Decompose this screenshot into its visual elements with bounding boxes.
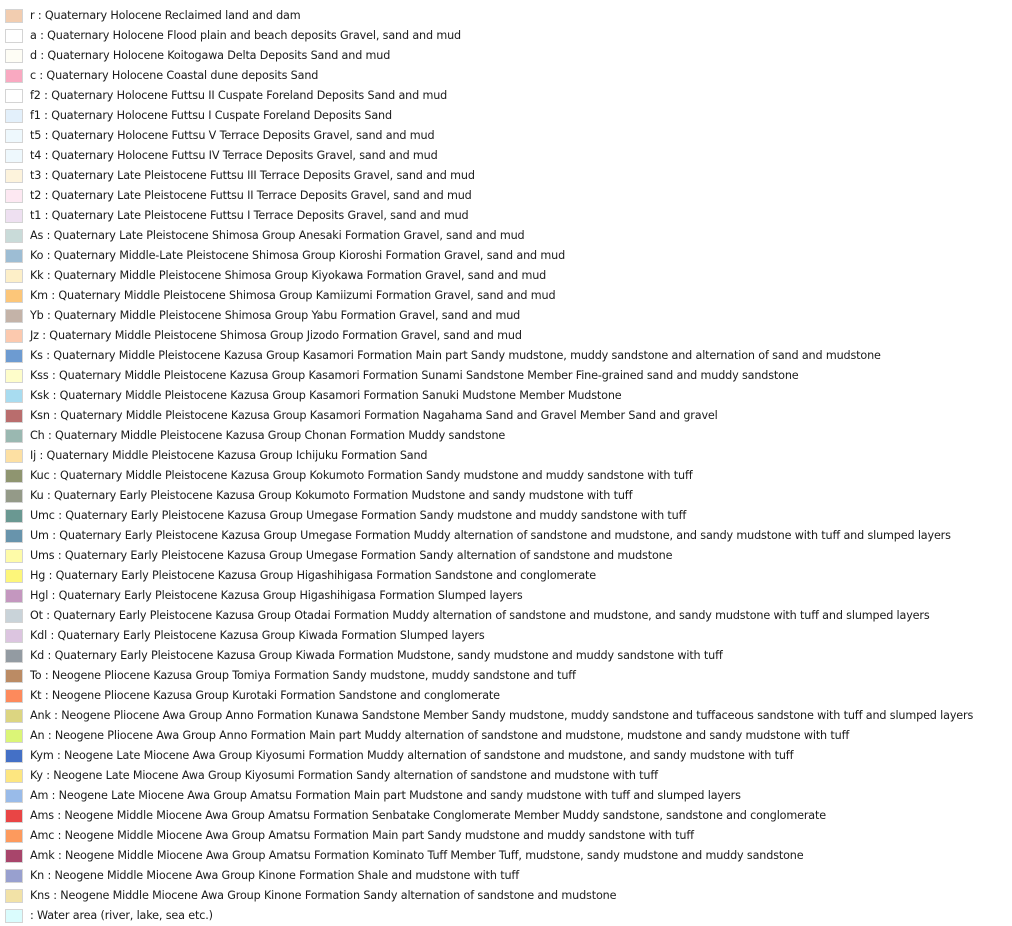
- legend-item-label: t1 : Quaternary Late Pleistocene Futtsu I Terrace Deposits Gravel, sand and mud: [30, 209, 469, 222]
- legend-item-label: Amk : Neogene Middle Miocene Awa Group Amatsu Formation Kominato Tuff Member Tuff, mudstone, sandy mudstone and muddy sandstone: [30, 849, 804, 862]
- color-swatch-icon: [5, 809, 23, 823]
- legend-item-um: [5, 526, 1012, 546]
- color-swatch-icon: [5, 329, 23, 343]
- color-swatch-icon: [5, 669, 23, 683]
- legend-item-umc: [5, 506, 1012, 526]
- legend-item-label: r : Quaternary Holocene Reclaimed land and dam: [30, 9, 301, 22]
- color-swatch-icon: [5, 169, 23, 183]
- color-swatch-icon: [5, 889, 23, 903]
- legend-item-label: Am : Neogene Late Miocene Awa Group Amatsu Formation Main part Mudstone and sandy mudstone with tuff and slumped layers: [30, 789, 741, 802]
- legend-item-kdl: [5, 626, 1012, 646]
- legend-item-r: [5, 6, 1012, 26]
- legend-item-ku: [5, 486, 1012, 506]
- legend-item-label: Kd : Quaternary Early Pleistocene Kazusa Group Kiwada Formation Mudstone, sandy mudstone and muddy sandstone with tuff: [30, 649, 723, 662]
- legend-item-label: Kn : Neogene Middle Miocene Awa Group Kinone Formation Shale and mudstone with tuff: [30, 869, 519, 882]
- legend-item-label: a : Quaternary Holocene Flood plain and beach deposits Gravel, sand and mud: [30, 29, 461, 42]
- legend-item-kd: [5, 646, 1012, 666]
- legend-item-kss: [5, 366, 1012, 386]
- color-swatch-icon: [5, 569, 23, 583]
- legend-item-label: Ky : Neogene Late Miocene Awa Group Kiyosumi Formation Sandy alternation of sandstone and mudstone with tuff: [30, 769, 658, 782]
- color-swatch-icon: [5, 489, 23, 503]
- legend-item-hgl: [5, 586, 1012, 606]
- legend-item-label: Jz : Quaternary Middle Pleistocene Shimosa Group Jizodo Formation Gravel, sand and mud: [30, 329, 522, 342]
- legend-item-label: Ch : Quaternary Middle Pleistocene Kazusa Group Chonan Formation Muddy sandstone: [30, 429, 506, 442]
- legend-item-label: Ot : Quaternary Early Pleistocene Kazusa Group Otadai Formation Muddy alternation of sandstone and mudstone, and sandy mudstone with tuff and slumped layers: [30, 609, 930, 622]
- color-swatch-icon: [5, 269, 23, 283]
- legend-item-kt: [5, 686, 1012, 706]
- legend-item-kym: [5, 746, 1012, 766]
- legend-item-ams: [5, 806, 1012, 826]
- legend-item-label: c : Quaternary Holocene Coastal dune deposits Sand: [30, 69, 319, 82]
- legend-item-jz: [5, 326, 1012, 346]
- color-swatch-icon: [5, 909, 23, 923]
- color-swatch-icon: [5, 549, 23, 563]
- legend-item-label: Kuc : Quaternary Middle Pleistocene Kazusa Group Kokumoto Formation Sandy mudstone and muddy sandstone with tuff: [30, 469, 693, 482]
- color-swatch-icon: [5, 349, 23, 363]
- color-swatch-icon: [5, 529, 23, 543]
- legend-item-kns: [5, 886, 1012, 906]
- legend-item-amk: [5, 846, 1012, 866]
- color-swatch-icon: [5, 69, 23, 83]
- legend-item-label: Ku : Quaternary Early Pleistocene Kazusa Group Kokumoto Formation Mudstone and sandy mudstone with tuff: [30, 489, 633, 502]
- legend-item-label: Amc : Neogene Middle Miocene Awa Group Amatsu Formation Main part Sandy mudstone and muddy sandstone with tuff: [30, 829, 694, 842]
- legend-item-yb: [5, 306, 1012, 326]
- color-swatch-icon: [5, 869, 23, 883]
- legend-item-label: Ank : Neogene Pliocene Awa Group Anno Formation Kunawa Sandstone Member Sandy mudstone, muddy sandstone and tuffaceous sandstone with tuff and slumped layers: [30, 709, 974, 722]
- legend-item-ksn: [5, 406, 1012, 426]
- legend-item-ums: [5, 546, 1012, 566]
- legend-item-label: As : Quaternary Late Pleistocene Shimosa Group Anesaki Formation Gravel, sand and mud: [30, 229, 525, 242]
- legend-item-label: Umc : Quaternary Early Pleistocene Kazusa Group Umegase Formation Sandy mudstone and muddy sandstone with tuff: [30, 509, 687, 522]
- color-swatch-icon: [5, 189, 23, 203]
- color-swatch-icon: [5, 9, 23, 23]
- color-swatch-icon: [5, 429, 23, 443]
- color-swatch-icon: [5, 409, 23, 423]
- legend-item-c: [5, 66, 1012, 86]
- legend-item-to: [5, 666, 1012, 686]
- legend-item-water: [5, 906, 1012, 926]
- color-swatch-icon: [5, 109, 23, 123]
- legend-item-label: t2 : Quaternary Late Pleistocene Futtsu II Terrace Deposits Gravel, sand and mud: [30, 189, 472, 202]
- legend-item-ks: [5, 346, 1012, 366]
- legend-item-ko: [5, 246, 1012, 266]
- legend-item-t5: [5, 126, 1012, 146]
- legend-item-label: Kdl : Quaternary Early Pleistocene Kazusa Group Kiwada Formation Slumped layers: [30, 629, 485, 642]
- color-swatch-icon: [5, 849, 23, 863]
- color-swatch-icon: [5, 389, 23, 403]
- color-swatch-icon: [5, 129, 23, 143]
- color-swatch-icon: [5, 749, 23, 763]
- legend-item-ky: [5, 766, 1012, 786]
- legend-item-label: t5 : Quaternary Holocene Futtsu V Terrace Deposits Gravel, sand and mud: [30, 129, 435, 142]
- color-swatch-icon: [5, 509, 23, 523]
- legend-item-as: [5, 226, 1012, 246]
- color-swatch-icon: [5, 629, 23, 643]
- legend-item-label: f2 : Quaternary Holocene Futtsu II Cuspate Foreland Deposits Sand and mud: [30, 89, 448, 102]
- legend-item-ch: [5, 426, 1012, 446]
- color-swatch-icon: [5, 449, 23, 463]
- legend-item-label: Ks : Quaternary Middle Pleistocene Kazusa Group Kasamori Formation Main part Sandy mudstone, muddy sandstone and alternation of sand and mudstone: [30, 349, 881, 362]
- color-swatch-icon: [5, 829, 23, 843]
- color-swatch-icon: [5, 49, 23, 63]
- legend-item-label: To : Neogene Pliocene Kazusa Group Tomiya Formation Sandy mudstone, muddy sandstone and tuff: [30, 669, 576, 682]
- legend-item-ksk: [5, 386, 1012, 406]
- color-swatch-icon: [5, 729, 23, 743]
- legend-item-f1: [5, 106, 1012, 126]
- legend-item-d: [5, 46, 1012, 66]
- color-swatch-icon: [5, 149, 23, 163]
- legend-item-label: Hg : Quaternary Early Pleistocene Kazusa Group Higashihigasa Formation Sandstone and conglomerate: [30, 569, 596, 582]
- legend-item-amc: [5, 826, 1012, 846]
- color-swatch-icon: [5, 689, 23, 703]
- legend-item-label: Kt : Neogene Pliocene Kazusa Group Kurotaki Formation Sandstone and conglomerate: [30, 689, 500, 702]
- color-swatch-icon: [5, 709, 23, 723]
- legend-item-label: Kss : Quaternary Middle Pleistocene Kazusa Group Kasamori Formation Sunami Sandstone Member Fine-grained sand and muddy sandstone: [30, 369, 799, 382]
- legend-item-label: Ksk : Quaternary Middle Pleistocene Kazusa Group Kasamori Formation Sanuki Mudstone Member Mudstone: [30, 389, 622, 402]
- legend-item-label: Hgl : Quaternary Early Pleistocene Kazusa Group Higashihigasa Formation Slumped layers: [30, 589, 523, 602]
- color-swatch-icon: [5, 369, 23, 383]
- legend-item-km: [5, 286, 1012, 306]
- color-swatch-icon: [5, 249, 23, 263]
- color-swatch-icon: [5, 609, 23, 623]
- legend-item-label: Ko : Quaternary Middle-Late Pleistocene Shimosa Group Kioroshi Formation Gravel, sand and mud: [30, 249, 566, 262]
- legend-item-kk: [5, 266, 1012, 286]
- color-swatch-icon: [5, 209, 23, 223]
- legend-item-label: Kns : Neogene Middle Miocene Awa Group Kinone Formation Sandy alternation of sandstone and mudstone: [30, 889, 617, 902]
- color-swatch-icon: [5, 789, 23, 803]
- legend-item-kuc: [5, 466, 1012, 486]
- legend-item-label: Ij : Quaternary Middle Pleistocene Kazusa Group Ichijuku Formation Sand: [30, 449, 428, 462]
- legend-item-label: t4 : Quaternary Holocene Futtsu IV Terrace Deposits Gravel, sand and mud: [30, 149, 438, 162]
- legend-item-label: Yb : Quaternary Middle Pleistocene Shimosa Group Yabu Formation Gravel, sand and mud: [30, 309, 521, 322]
- legend-item-label: Kk : Quaternary Middle Pleistocene Shimosa Group Kiyokawa Formation Gravel, sand and mud: [30, 269, 547, 282]
- legend-item-a: [5, 26, 1012, 46]
- color-swatch-icon: [5, 309, 23, 323]
- legend-item-label: Um : Quaternary Early Pleistocene Kazusa Group Umegase Formation Muddy alternation of sandstone and mudstone, and sandy mudstone with tuff and slumped layers: [30, 529, 951, 542]
- legend-item-label: Kym : Neogene Late Miocene Awa Group Kiyosumi Formation Muddy alternation of sandstone and mudstone, and sandy mudstone with tuff: [30, 749, 794, 762]
- color-swatch-icon: [5, 89, 23, 103]
- legend-item-label: An : Neogene Pliocene Awa Group Anno Formation Main part Muddy alternation of sandstone and mudstone, mudstone and sandy mudstone with tuff: [30, 729, 850, 742]
- color-swatch-icon: [5, 29, 23, 43]
- color-swatch-icon: [5, 649, 23, 663]
- color-swatch-icon: [5, 229, 23, 243]
- color-swatch-icon: [5, 289, 23, 303]
- legend-item-am: [5, 786, 1012, 806]
- color-swatch-icon: [5, 469, 23, 483]
- legend-item-t1: [5, 206, 1012, 226]
- legend-item-label: Ams : Neogene Middle Miocene Awa Group Amatsu Formation Senbatake Conglomerate Member Muddy sandstone, sandstone and conglomerate: [30, 809, 826, 822]
- legend-item-t3: [5, 166, 1012, 186]
- color-swatch-icon: [5, 769, 23, 783]
- legend-item-ot: [5, 606, 1012, 626]
- legend-item-hg: [5, 566, 1012, 586]
- legend-item-an: [5, 726, 1012, 746]
- legend-item-label: f1 : Quaternary Holocene Futtsu I Cuspate Foreland Deposits Sand: [30, 109, 392, 122]
- legend-item-ij: [5, 446, 1012, 466]
- color-swatch-icon: [5, 589, 23, 603]
- legend-item-ank: [5, 706, 1012, 726]
- legend-item-f2: [5, 86, 1012, 106]
- legend-item-label: Ums : Quaternary Early Pleistocene Kazusa Group Umegase Formation Sandy alternation of sandstone and mudstone: [30, 549, 673, 562]
- legend-item-t4: [5, 146, 1012, 166]
- legend-item-label: d : Quaternary Holocene Koitogawa Delta Deposits Sand and mud: [30, 49, 391, 62]
- legend-item-label: t3 : Quaternary Late Pleistocene Futtsu III Terrace Deposits Gravel, sand and mud: [30, 169, 475, 182]
- legend-item-label: : Water area (river, lake, sea etc.): [30, 909, 213, 922]
- legend-item-label: Ksn : Quaternary Middle Pleistocene Kazusa Group Kasamori Formation Nagahama Sand and Gravel Member Sand and gravel: [30, 409, 718, 422]
- legend-item-kn: [5, 866, 1012, 886]
- legend-item-t2: [5, 186, 1012, 206]
- legend-item-label: Km : Quaternary Middle Pleistocene Shimosa Group Kamiizumi Formation Gravel, sand and mud: [30, 289, 556, 302]
